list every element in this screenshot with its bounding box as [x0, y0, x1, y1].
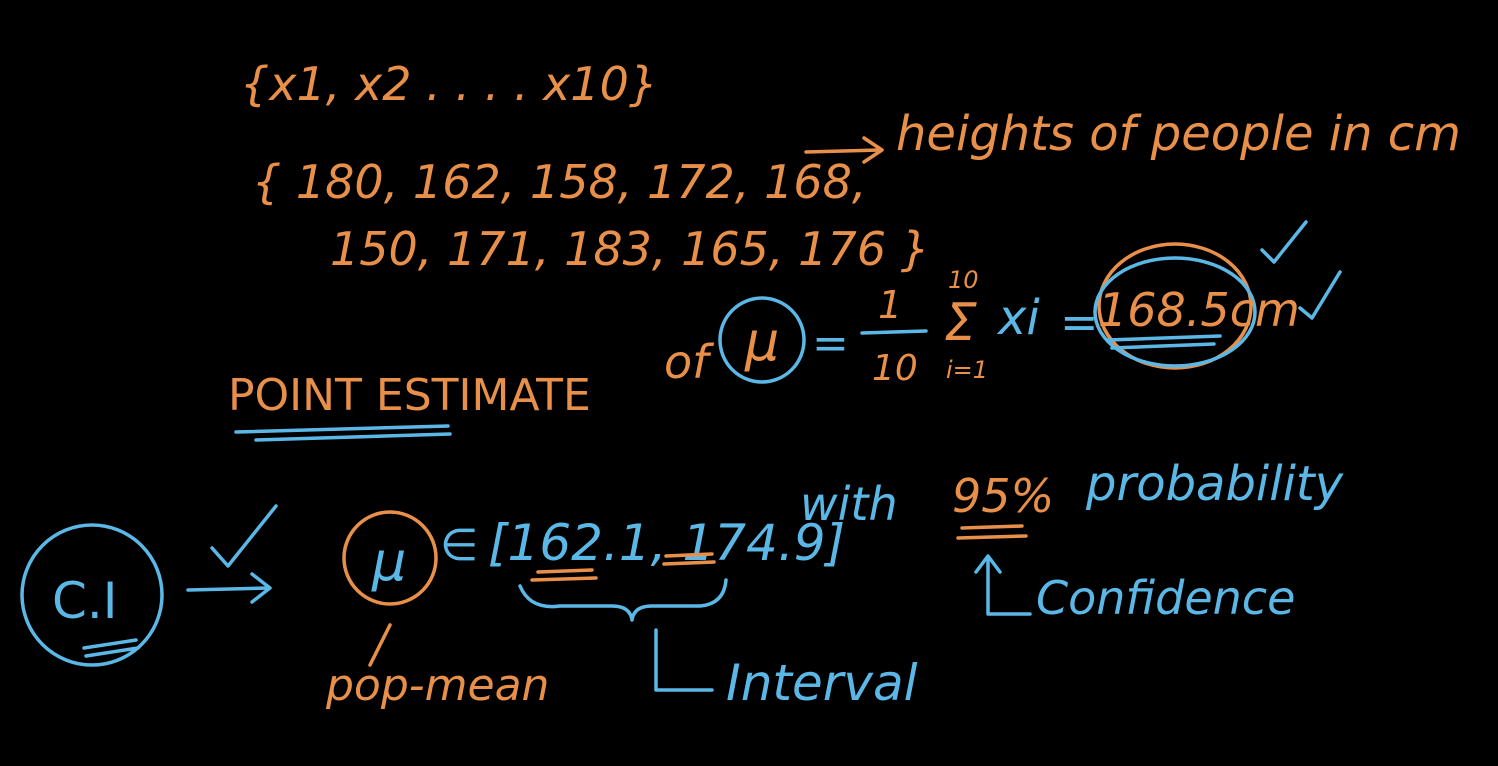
ci-interval: [162.1, 174.9] — [488, 514, 846, 572]
fraction-bar — [862, 331, 926, 333]
sample-values-line2: 150, 171, 183, 165, 176 } — [330, 222, 930, 276]
pop-mean-pointer — [370, 625, 390, 665]
checkmark-icon — [212, 506, 276, 566]
point-estimate-underline — [236, 426, 450, 440]
element-of-symbol: ∈ — [440, 520, 479, 571]
point-estimate-of: of — [664, 335, 709, 389]
percent-underline — [958, 526, 1026, 538]
checkmark-icon — [1262, 222, 1306, 262]
ci-abbrev: C.I — [52, 572, 118, 630]
fraction-numerator: 1 — [878, 283, 903, 327]
result-underline — [1108, 336, 1220, 348]
sample-values-line1: { 180, 162, 158, 172, 168, — [252, 155, 867, 209]
sum-summand: xi — [998, 290, 1040, 346]
sum-lower-limit: i=1 — [946, 356, 989, 384]
point-estimate-result: 168.5cm — [1098, 283, 1300, 337]
with-label: with — [800, 477, 898, 531]
point-estimate-equals-result: = — [1060, 295, 1099, 349]
interval-pointer — [656, 630, 712, 690]
sample-variables: {x1, x2 . . . . x10} — [240, 57, 659, 111]
checkmark-icon — [1300, 272, 1340, 318]
interval-label: Interval — [726, 654, 918, 712]
sum-symbol: Σ — [944, 293, 977, 353]
point-estimate-mu: μ — [745, 310, 780, 373]
sample-description: heights of people in cm — [896, 106, 1461, 162]
point-estimate-label: POINT ESTIMATE — [228, 370, 591, 421]
right-arrow-icon — [188, 574, 270, 602]
confidence-label: Confidence — [1036, 571, 1296, 625]
sum-upper-limit: 10 — [948, 266, 979, 294]
pop-mean-label: pop-mean — [326, 660, 550, 711]
confidence-percent: 95% — [952, 469, 1055, 523]
probability-label: probability — [1086, 456, 1344, 512]
interval-brace — [520, 580, 726, 620]
point-estimate-equals: = — [812, 318, 849, 369]
ci-mu: μ — [372, 530, 407, 593]
fraction-denominator: 10 — [872, 348, 918, 389]
